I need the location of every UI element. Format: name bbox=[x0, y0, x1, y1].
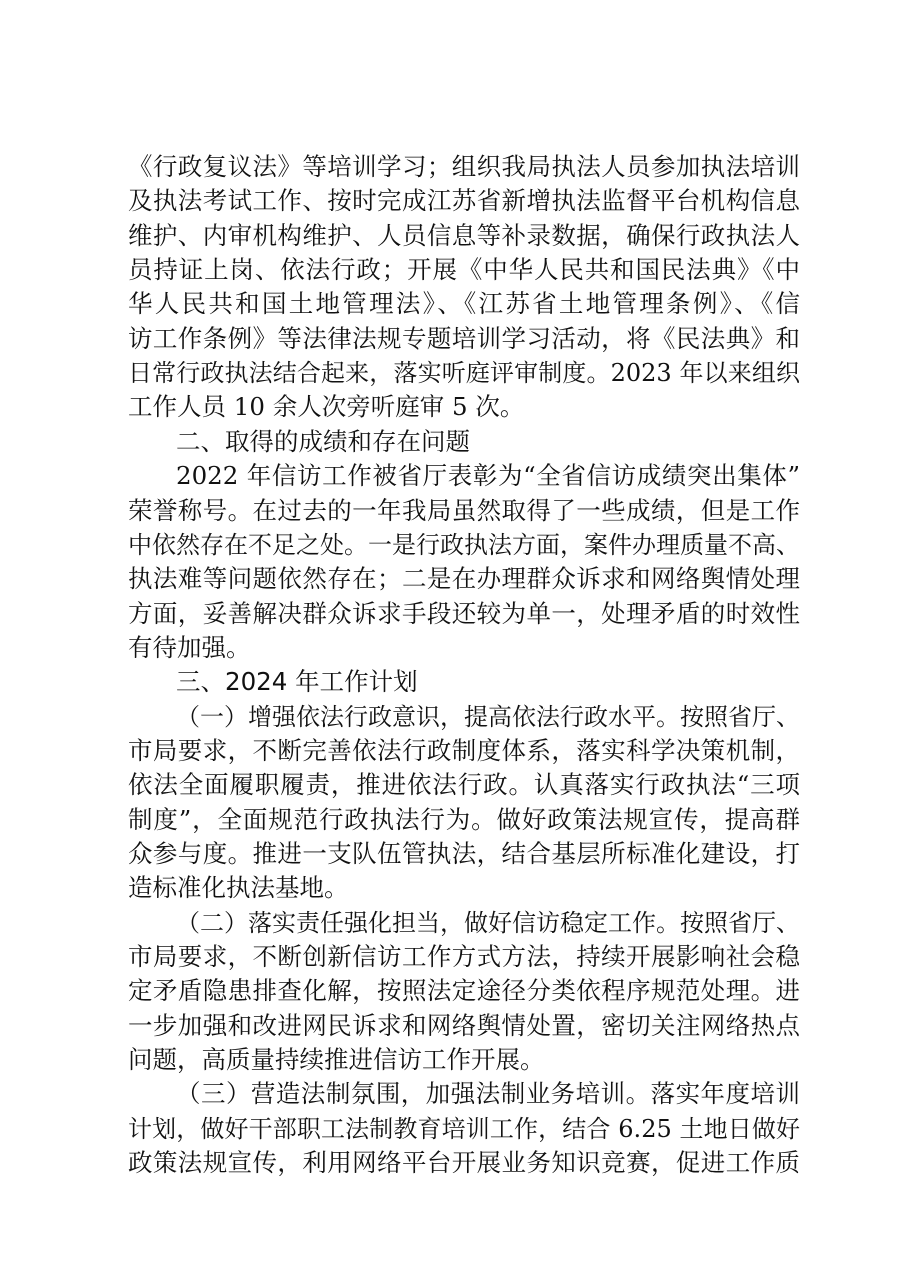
section-heading: 三、2024 年工作计划 bbox=[176, 667, 418, 697]
paragraph-line: 执法难等问题依然存在；二是在办理群众诉求和网络舆情处理 bbox=[128, 564, 800, 594]
paragraph-line: 有待加强。 bbox=[128, 632, 251, 662]
paragraph-line: 造标准化执法基地。 bbox=[128, 873, 349, 903]
paragraph-line: 维护、内审机构维护、人员信息等补录数据，确保行政执法人 bbox=[128, 220, 800, 250]
paragraph-line: 方面，妥善解决群众诉求手段还较为单一，处理矛盾的时效性 bbox=[128, 598, 800, 628]
paragraph-line: 工作人员 10 余人次旁听庭审 5 次。 bbox=[128, 392, 525, 422]
paragraph-line: 政策法规宣传，利用网络平台开展业务知识竞赛，促进工作质 bbox=[128, 1148, 800, 1178]
paragraph-line: 及执法考试工作、按时完成江苏省新增执法监督平台机构信息 bbox=[128, 186, 800, 216]
paragraph-line: 荣誉称号。在过去的一年我局虽然取得了一些成绩，但是工作 bbox=[128, 495, 800, 525]
paragraph-line: 依法全面履职履责，推进依法行政。认真落实行政执法“三项 bbox=[128, 770, 800, 800]
paragraph-line: 市局要求，不断创新信访工作方式方法，持续开展影响社会稳 bbox=[128, 942, 800, 972]
paragraph-line: 制度”，全面规范行政执法行为。做好政策法规宣传，提高群 bbox=[128, 804, 800, 834]
paragraph-line: （一）增强依法行政意识，提高依法行政水平。按照省厅、 bbox=[176, 702, 800, 731]
paragraph-line: 计划，做好干部职工法制教育培训工作，结合 6.25 土地日做好 bbox=[128, 1114, 800, 1143]
paragraph-line: （三）营造法制氛围，加强法制业务培训。落实年度培训 bbox=[176, 1079, 800, 1109]
paragraph-line: 市局要求，不断完善依法行政制度体系，落实科学决策机制， bbox=[128, 735, 800, 765]
paragraph-line: 华人民共和国土地管理法》、《江苏省土地管理条例》、《信 bbox=[128, 289, 800, 319]
paragraph-line: 日常行政执法结合起来，落实听庭评审制度。2023 年以来组织 bbox=[128, 359, 800, 388]
paragraph-line: 员持证上岗、依法行政；开展《中华人民共和国民法典》《中 bbox=[128, 255, 800, 285]
paragraph-line: 访工作条例》等法律法规专题培训学习活动，将《民法典》和 bbox=[128, 323, 800, 353]
paragraph-line: 问题，高质量持续推进信访工作开展。 bbox=[128, 1045, 545, 1075]
section-heading: 二、取得的成绩和存在问题 bbox=[176, 426, 470, 456]
paragraph-line: 定矛盾隐患排查化解，按照法定途径分类依程序规范处理。进 bbox=[128, 976, 800, 1006]
paragraph-line: 《行政复议法》等培训学习；组织我局执法人员参加执法培训 bbox=[128, 152, 800, 181]
paragraph-line: 2022 年信访工作被省厅表彰为“全省信访成绩突出集体” bbox=[176, 461, 800, 491]
paragraph-line: 众参与度。推进一支队伍管执法，结合基层所标准化建设，打 bbox=[128, 839, 800, 868]
paragraph-line: 中依然存在不足之处。一是行政执法方面，案件办理质量不高、 bbox=[128, 530, 800, 559]
paragraph-line: 一步加强和改进网民诉求和网络舆情处置，密切关注网络热点 bbox=[128, 1010, 800, 1040]
paragraph-line: （二）落实责任强化担当，做好信访稳定工作。按照省厅、 bbox=[176, 908, 800, 937]
